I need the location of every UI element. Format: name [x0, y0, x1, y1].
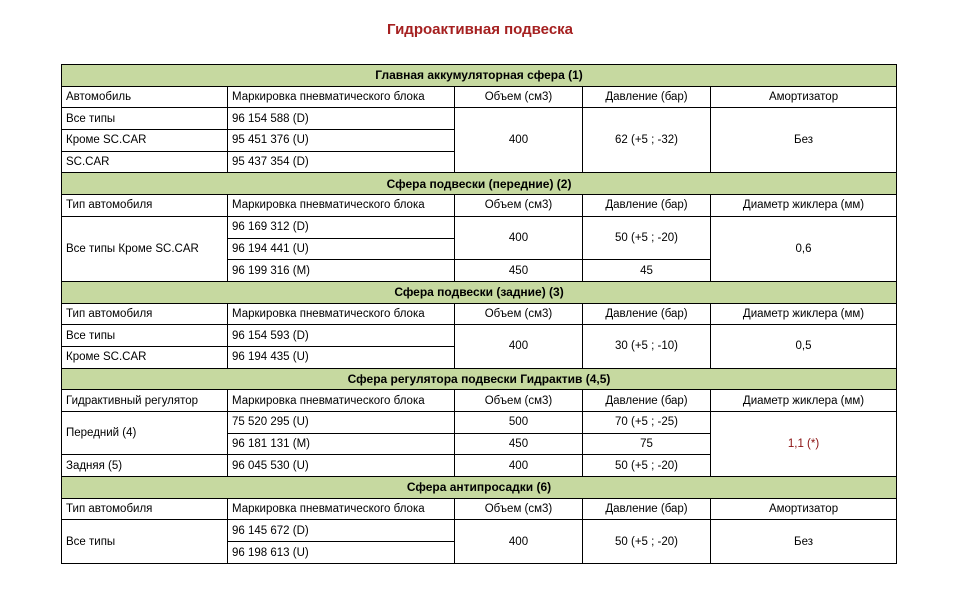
- jet-diameter-cell: 0,5: [711, 325, 897, 368]
- marking-cell: 96 169 312 (D): [228, 216, 455, 238]
- pressure-cell: 75: [583, 433, 711, 455]
- marking-cell: 96 045 530 (U): [228, 455, 455, 477]
- header-pressure: Давление (бар): [583, 303, 711, 325]
- jet-diameter-cell: 1,1 (*): [711, 412, 897, 477]
- header-damper: Амортизатор: [711, 86, 897, 108]
- pressure-cell: 62 (+5 ; -32): [583, 108, 711, 173]
- regulator-front-cell: Передний (4): [62, 412, 228, 455]
- pressure-cell: 70 (+5 ; -25): [583, 412, 711, 434]
- section-header-row: [62, 65, 897, 87]
- header-marking: Маркировка пневматического блока: [228, 86, 455, 108]
- marking-cell: 95 437 354 (D): [228, 151, 455, 173]
- column-header-row: [62, 86, 897, 108]
- header-marking: Маркировка пневматического блока: [228, 390, 455, 412]
- marking-cell: 96 154 588 (D): [228, 108, 455, 130]
- table-row: [62, 520, 897, 542]
- header-marking: Маркировка пневматического блока: [228, 498, 455, 520]
- section-title: Сфера подвески (задние) (3): [62, 281, 897, 303]
- header-jet-diameter: Диаметр жиклера (мм): [711, 303, 897, 325]
- header-volume: Объем (см3): [455, 195, 583, 217]
- volume-cell: 400: [455, 108, 583, 173]
- pressure-cell: 50 (+5 ; -20): [583, 216, 711, 259]
- header-marking: Маркировка пневматического блока: [228, 195, 455, 217]
- header-pressure: Давление (бар): [583, 86, 711, 108]
- marking-cell: 96 199 316 (M): [228, 260, 455, 282]
- header-hydractive-regulator: Гидрактивный регулятор: [62, 390, 228, 412]
- vehicle-cell: Все типы: [62, 520, 228, 564]
- header-jet-diameter: Диаметр жиклера (мм): [711, 390, 897, 412]
- volume-cell: 400: [455, 455, 583, 477]
- table-row: [62, 216, 897, 238]
- section-header-row: [62, 281, 897, 303]
- vehicle-cell: Все типы: [62, 325, 228, 347]
- header-damper: Амортизатор: [711, 498, 897, 520]
- section-title: Сфера антипросадки (6): [62, 477, 897, 499]
- pressure-cell: 45: [583, 260, 711, 282]
- column-header-row: [62, 303, 897, 325]
- marking-cell: 96 145 672 (D): [228, 520, 455, 542]
- volume-cell: 500: [455, 412, 583, 434]
- table-row: [62, 108, 897, 130]
- header-vehicle-type: Тип автомобиля: [62, 498, 228, 520]
- marking-cell: 96 154 593 (D): [228, 325, 455, 347]
- marking-cell: 75 520 295 (U): [228, 412, 455, 434]
- header-pressure: Давление (бар): [583, 498, 711, 520]
- regulator-rear-cell: Задняя (5): [62, 455, 228, 477]
- pressure-cell: 50 (+5 ; -20): [583, 455, 711, 477]
- header-jet-diameter: Диаметр жиклера (мм): [711, 195, 897, 217]
- volume-cell: 450: [455, 260, 583, 282]
- header-volume: Объем (см3): [455, 498, 583, 520]
- table-row: [62, 412, 897, 434]
- volume-cell: 400: [455, 216, 583, 259]
- header-vehicle-type: Тип автомобиля: [62, 303, 228, 325]
- marking-cell: 96 194 441 (U): [228, 238, 455, 260]
- volume-cell: 450: [455, 433, 583, 455]
- jet-diameter-cell: 0,6: [711, 216, 897, 281]
- marking-cell: 95 451 376 (U): [228, 130, 455, 152]
- header-marking: Маркировка пневматического блока: [228, 303, 455, 325]
- column-header-row: [62, 195, 897, 217]
- column-header-row: [62, 390, 897, 412]
- section-title: Сфера подвески (передние) (2): [62, 173, 897, 195]
- header-pressure: Давление (бар): [583, 195, 711, 217]
- vehicle-cell: Все типы Кроме SC.CAR: [62, 216, 228, 281]
- section-header-row: [62, 368, 897, 390]
- table-row: [62, 325, 897, 347]
- header-pressure: Давление (бар): [583, 390, 711, 412]
- marking-cell: 96 198 613 (U): [228, 542, 455, 564]
- section-title: Сфера регулятора подвески Гидрактив (4,5): [62, 368, 897, 390]
- header-volume: Объем (см3): [455, 303, 583, 325]
- vehicle-cell: Все типы: [62, 108, 228, 130]
- header-volume: Объем (см3): [455, 390, 583, 412]
- marking-cell: 96 181 131 (M): [228, 433, 455, 455]
- header-volume: Объем (см3): [455, 86, 583, 108]
- pressure-cell: 30 (+5 ; -10): [583, 325, 711, 368]
- page-title: Гидроактивная подвеска: [386, 21, 574, 38]
- vehicle-cell: Кроме SC.CAR: [62, 130, 228, 152]
- damper-cell: Без: [711, 520, 897, 564]
- section-header-row: [62, 173, 897, 195]
- section-title: Главная аккумуляторная сфера (1): [62, 65, 897, 87]
- vehicle-cell: SC.CAR: [62, 151, 228, 173]
- suspension-spec-table: [61, 64, 897, 564]
- pressure-cell: 50 (+5 ; -20): [583, 520, 711, 564]
- column-header-row: [62, 498, 897, 520]
- marking-cell: 96 194 435 (U): [228, 346, 455, 368]
- vehicle-cell: Кроме SC.CAR: [62, 346, 228, 368]
- header-vehicle-type: Тип автомобиля: [62, 195, 228, 217]
- volume-cell: 400: [455, 520, 583, 564]
- volume-cell: 400: [455, 325, 583, 368]
- damper-cell: Без: [711, 108, 897, 173]
- section-header-row: [62, 477, 897, 499]
- header-vehicle: Автомобиль: [62, 86, 228, 108]
